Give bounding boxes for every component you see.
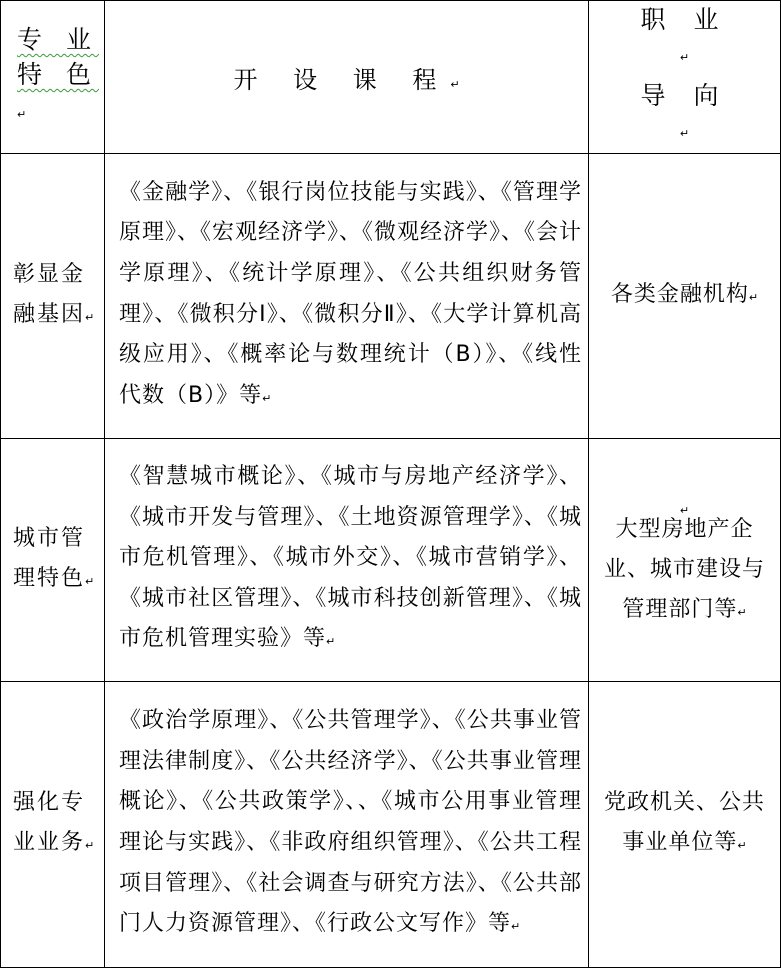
paragraph-mark: ↵ [679,127,690,140]
career-cell [589,154,781,439]
table-row [1,439,781,682]
courses-cell [105,154,589,439]
feature-text: 彰显金融基因 [13,261,86,327]
feature-text: 城市管理特色 [13,525,86,591]
courses-text: 《金融学》、《银行岗位技能与实践》、《管理学原理》、《宏观经济学》、《微观经济学》、《会计学原理》、《统计学原理》、《公共组织财务管理》、《微积分Ⅰ》、《微积分Ⅱ》、《大学计算机高级应用》、《概率论与数理统计（B）》、《线性代数（B）》等 [119,179,583,408]
career-text: 党政机关、公共事业单位等 [603,790,765,855]
table-row [1,154,781,439]
header-career-cell [589,1,781,154]
header-courses-label: 开 设 课 程 [233,65,451,94]
paragraph-mark: ↵ [737,605,747,619]
paragraph-mark: ↵ [450,77,460,91]
career-text: 大型房地产企业、城市建设与管理部门等 [603,516,765,622]
paragraph-mark: ↵ [748,290,759,304]
paragraph-mark: ↵ [326,635,336,649]
career-cell [589,682,781,968]
paragraph-mark: ↵ [85,574,95,588]
paragraph-mark: ↵ [511,920,521,934]
feature-cell [1,682,105,968]
career-text: 各类金融机构 [610,281,749,307]
header-feature-cell [1,1,105,154]
header-career-line1: 职 业 [640,5,729,34]
paragraph-mark: ↵ [85,839,95,852]
paragraph-mark: ↵ [262,391,272,405]
courses-text: 《智慧城市概论》、《城市与房地产经济学》、《城市开发与管理》、《土地资源管理学》、《城市危机管理》、《城市外交》、《城市营销学》、《城市社区管理》、《城市科技创新管理》、《城市危机管理实验》等 [119,464,582,652]
career-cell [589,439,781,682]
feature-text: 强化专业业务 [13,790,86,855]
header-row [1,1,781,154]
header-feature-line2: 特 色 [17,60,99,89]
paragraph-mark: ↵ [737,839,747,852]
courses-cell [105,439,589,682]
header-feature-line1: 专 业 [17,25,99,54]
paragraph-mark: ↵ [679,503,690,517]
paragraph-mark: ↵ [85,310,95,324]
header-career-line2: 导 向 [640,81,729,110]
header-courses-cell [105,1,589,154]
feature-cell [1,439,105,682]
courses-cell [105,682,589,968]
courses-text: 《政治学原理》、《公共管理学》、《公共事业管理法律制度》、《公共经济学》、《公共事业管理概论》、《公共政策学》、、《城市公用事业管理理论与实践》、《非政府组织管理》、《公共工程项目管理》、《社会调查与研究方法》、《公共部门人力资源管理》、《行政公文写作》等 [119,708,582,937]
paragraph-mark: ↵ [17,108,27,121]
feature-cell [1,154,105,439]
paragraph-mark: ↵ [679,51,690,64]
table-row [1,682,781,968]
